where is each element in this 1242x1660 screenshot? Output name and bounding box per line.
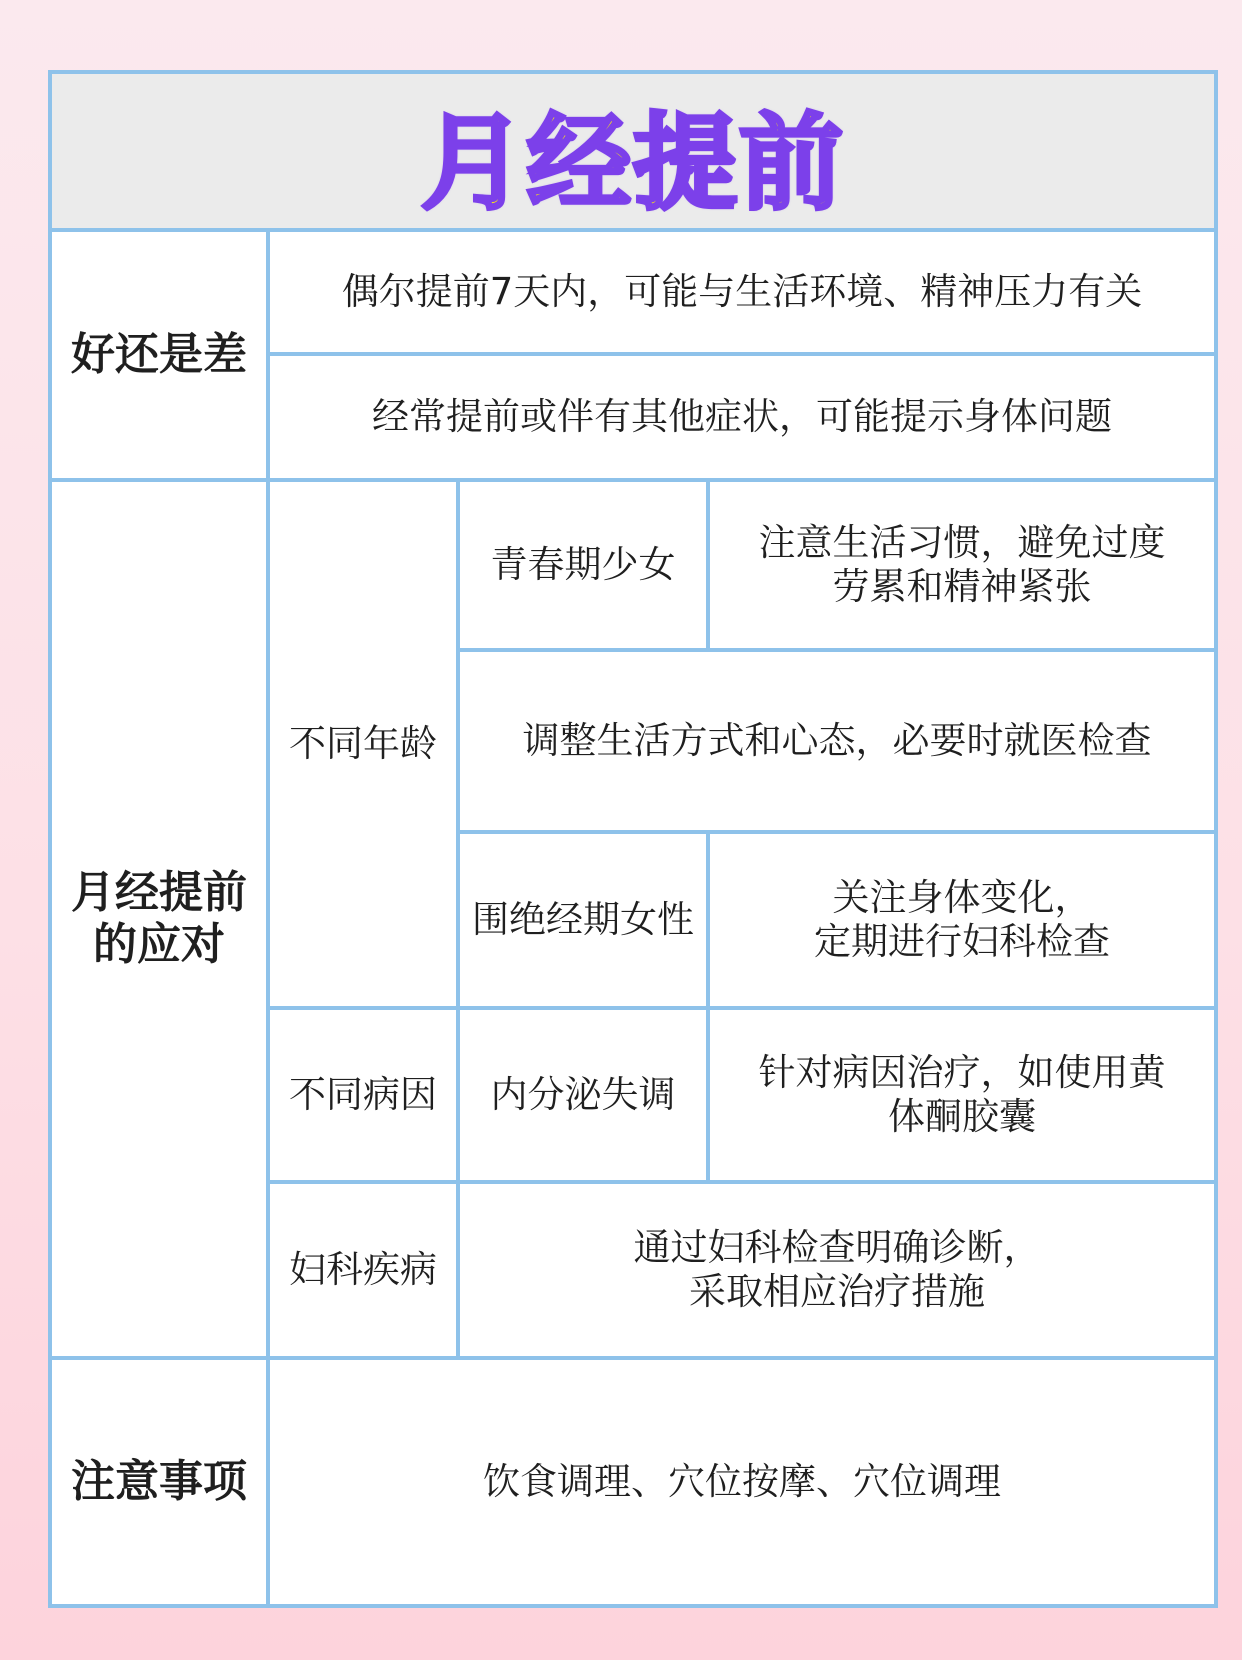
causes-advice-line-2: 体酮胶囊 (888, 1095, 1036, 1138)
general-advice-cell (460, 652, 1214, 830)
gyn-advice-line-1: 通过妇科检查明确诊断， (633, 1226, 1041, 1269)
general-advice: 调整生活方式和心态，必要时就医检查 (522, 719, 1152, 762)
notes-content: 饮食调理、穴位按摩、穴位调理 (483, 1460, 1001, 1503)
causes-label: 不同病因 (289, 1073, 437, 1116)
page-title: 月经提前 (420, 102, 845, 224)
menopause-advice-line-2: 定期进行妇科检查 (814, 920, 1110, 963)
gyn-advice-line-2: 采取相应治疗措施 (689, 1270, 985, 1313)
response-label-line-1: 月经提前 (71, 867, 247, 918)
response-label-line-2: 的应对 (93, 919, 225, 970)
menopause-advice-line-1: 关注身体变化， (832, 876, 1092, 919)
menopause-advice-cell (710, 834, 1214, 1006)
divider (456, 478, 460, 1356)
teen-advice-line-1: 注意生活习惯，避免过度 (758, 521, 1166, 564)
gyn-label: 妇科疾病 (289, 1248, 437, 1291)
causes-group-cell (460, 1010, 706, 1180)
divider (270, 1180, 1214, 1184)
teen-advice-line-2: 劳累和精神紧张 (832, 565, 1092, 608)
menopause-group: 围绝经期女性 (472, 898, 694, 941)
divider (460, 830, 1214, 834)
good-bad-row-2 (270, 356, 1214, 478)
divider (706, 478, 710, 652)
causes-advice-line-1: 针对病因治疗，如使用黄 (758, 1051, 1166, 1094)
divider (52, 478, 1214, 482)
response-label-cell (52, 482, 266, 1356)
notes-label: 注意事项 (71, 1456, 247, 1507)
info-table (48, 70, 1218, 1608)
divider (52, 228, 1214, 232)
good-bad-row-1 (270, 232, 1214, 352)
divider (706, 830, 710, 1184)
menopause-group-cell (460, 834, 706, 1006)
divider (270, 1006, 1214, 1010)
divider (460, 648, 1214, 652)
teen-group: 青春期少女 (490, 543, 676, 586)
good-bad-label: 好还是差 (71, 329, 247, 380)
gyn-advice-cell (460, 1184, 1214, 1356)
divider (266, 228, 270, 1604)
teen-advice-cell (710, 482, 1214, 648)
causes-advice-cell (710, 1010, 1214, 1180)
table-header (52, 74, 1214, 228)
notes-label-cell (52, 1360, 266, 1604)
causes-group: 内分泌失调 (490, 1073, 676, 1116)
good-bad-text-1: 偶尔提前7天内，可能与生活环境、精神压力有关 (341, 270, 1143, 313)
teen-group-cell (460, 482, 706, 648)
good-bad-text-2: 经常提前或伴有其他症状，可能提示身体问题 (372, 395, 1112, 438)
gyn-label-cell (270, 1184, 456, 1356)
ages-label: 不同年龄 (289, 722, 437, 765)
divider (52, 1356, 1214, 1360)
notes-content-cell (270, 1360, 1214, 1604)
good-bad-label-cell (52, 232, 266, 478)
divider (270, 352, 1214, 356)
ages-label-cell (270, 482, 456, 1006)
causes-label-cell (270, 1010, 456, 1180)
